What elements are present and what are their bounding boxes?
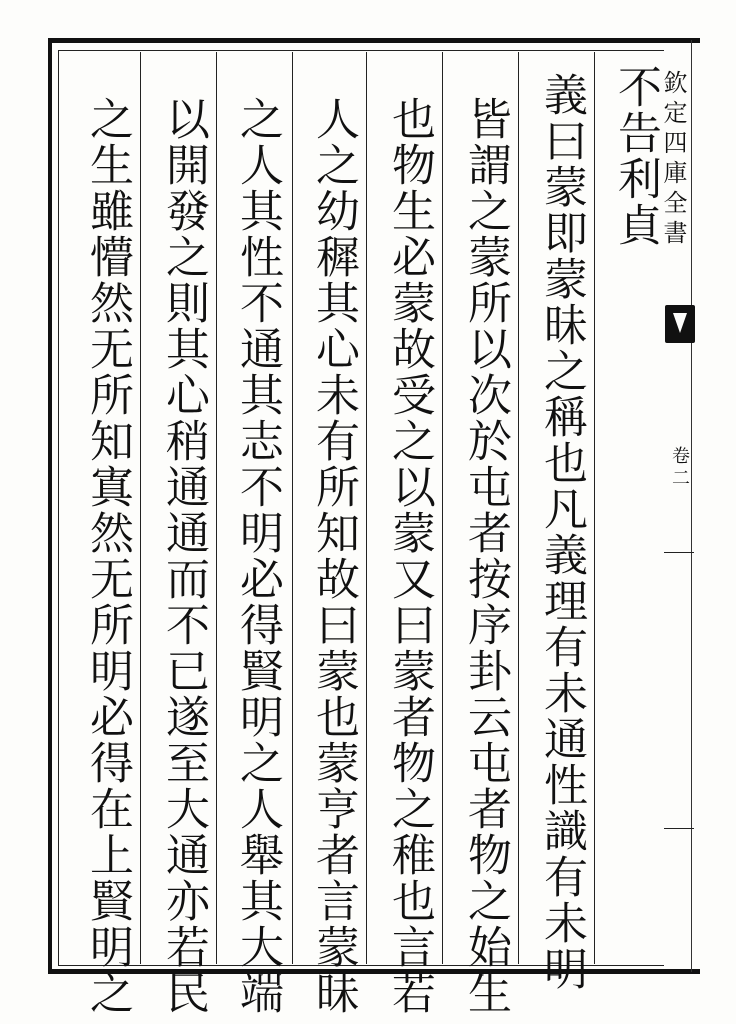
column-rule (518, 52, 519, 964)
text-column-3: 皆謂之蒙所以次於屯者按序卦云屯者物之始生 (460, 96, 511, 1016)
text-column-6: 之人其性不通其志不明必得賢明之人舉其大端 (232, 96, 283, 1016)
column-rule (442, 52, 443, 964)
margin-volume: 卷二 (669, 446, 690, 490)
column-rule (594, 52, 595, 964)
margin-tick (664, 552, 694, 553)
text-column-4: 也物生必蒙故受之以蒙又曰蒙者物之稚也言若 (384, 96, 435, 1016)
column-rule (216, 52, 217, 964)
margin-tick (664, 828, 694, 829)
text-column-2: 義曰蒙即蒙昧之稱也凡義理有未通性識有未明 (536, 72, 587, 992)
margin-book-title: 欽定四庫全書 (659, 70, 687, 250)
text-column-8: 之生雖懵然无所知寘然无所明必得在上賢明之 (82, 96, 133, 1016)
text-column-7: 以開發之則其心稍通通而不已遂至大通亦若民 (158, 96, 209, 1016)
column-rule (366, 52, 367, 964)
text-column-1: 不告利貞 (610, 64, 661, 248)
text-column-5: 人之幼穉其心未有所知故曰蒙也蒙亨者言蒙昧 (308, 96, 359, 1016)
column-rule (140, 52, 141, 964)
column-rule (292, 52, 293, 964)
